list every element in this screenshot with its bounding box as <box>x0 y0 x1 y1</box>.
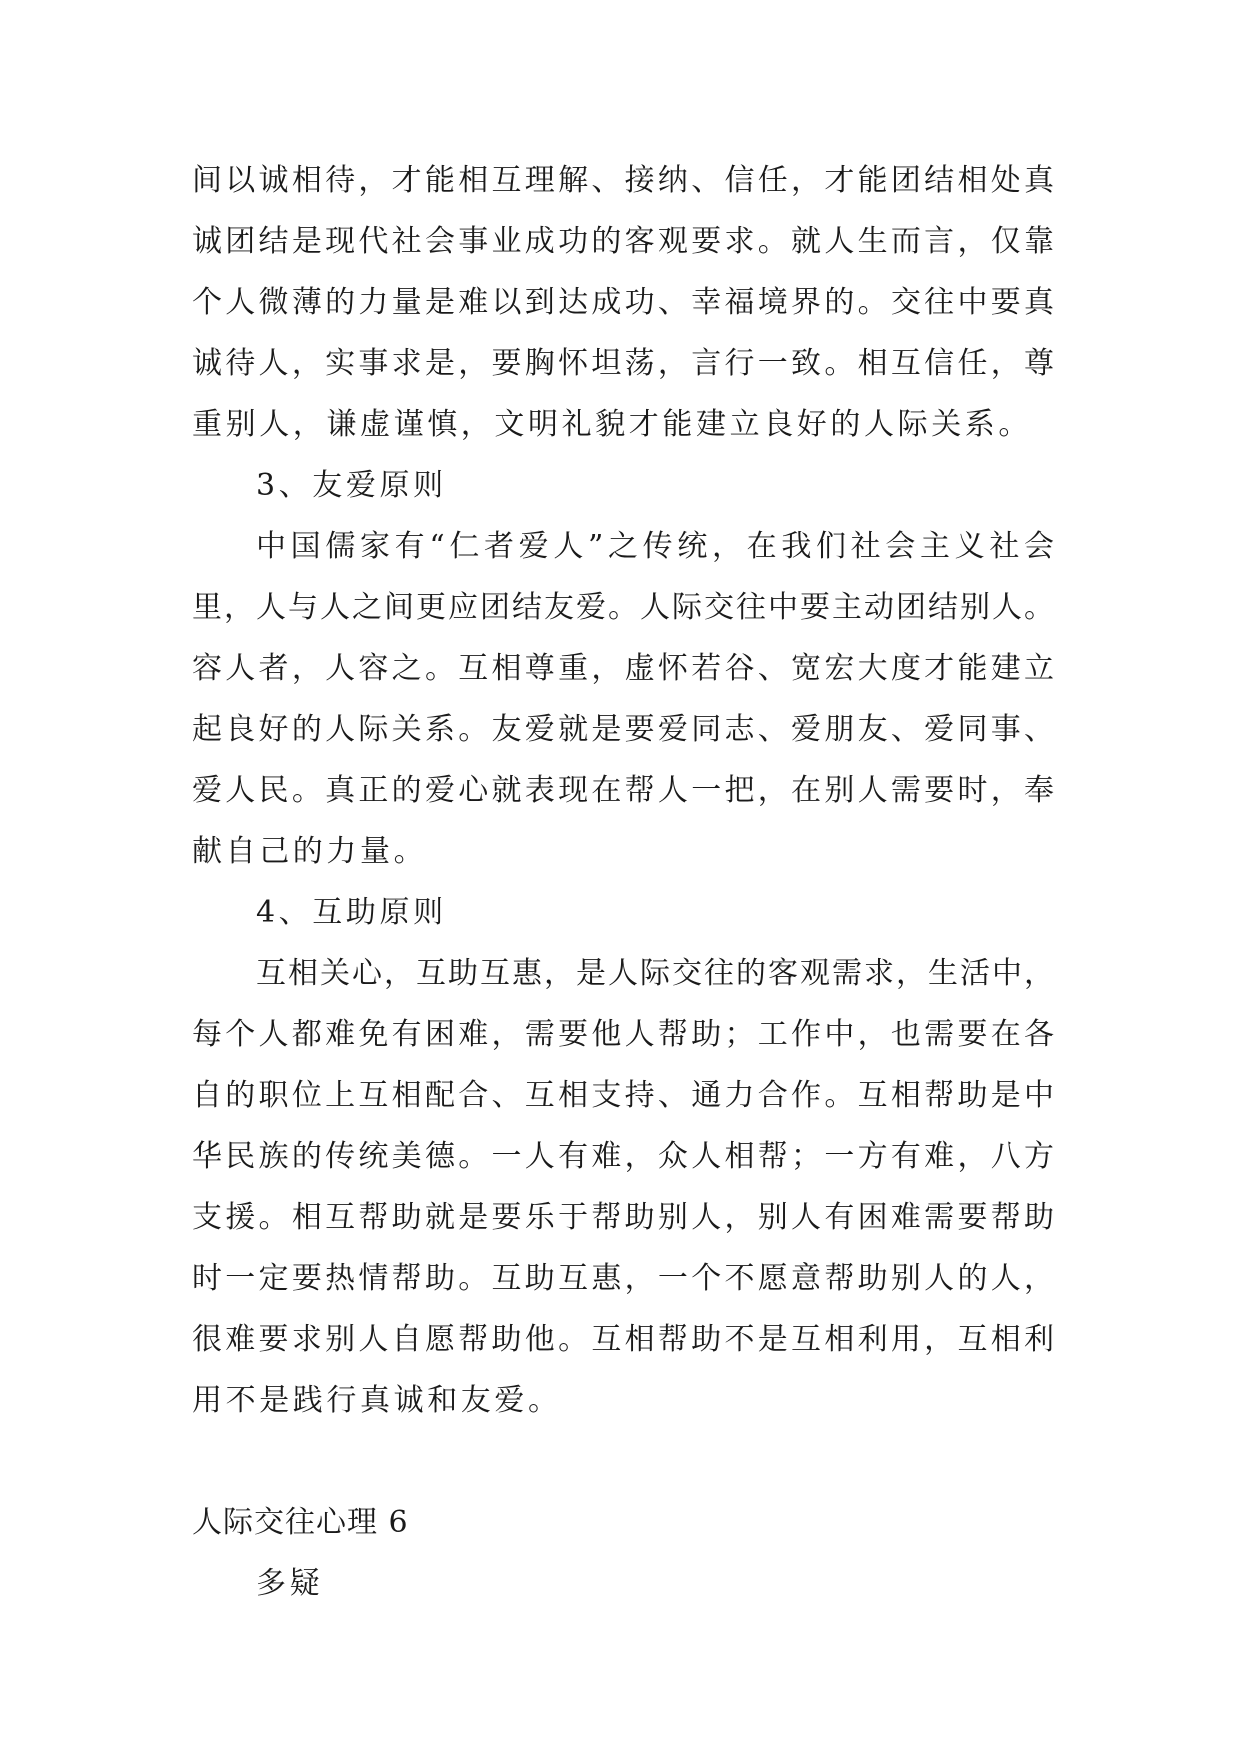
text-line: 里，人与人之间更应团结友爱。人际交往中要主动团结别人。 <box>192 590 1054 625</box>
text-line: 间以诚相待，才能相互理解、接纳、信任，才能团结相处真 <box>192 163 1054 198</box>
text-line: 很难要求别人自愿帮助他。互相帮助不是互相利用，互相利 <box>192 1322 1054 1357</box>
text-line: 华民族的传统美德。一人有难，众人相帮；一方有难，八方 <box>192 1139 1054 1174</box>
text-line: 时一定要热情帮助。互助互惠，一个不愿意帮助别人的人， <box>192 1261 1054 1296</box>
text-line: 自的职位上互相配合、互相支持、通力合作。互相帮助是中 <box>192 1078 1054 1113</box>
mutual-aid-paragraph <box>192 943 1054 1431</box>
subheading: 多疑 <box>256 1566 324 1601</box>
continuation-paragraph <box>192 150 1054 455</box>
document-page <box>192 150 1054 1614</box>
text-line: 每个人都难免有困难，需要他人帮助；工作中，也需要在各 <box>192 1017 1054 1052</box>
article-title: 人际交往心理 6 <box>192 1505 409 1540</box>
text-line: 献自己的力量。 <box>192 834 428 869</box>
text-line: 互相关心，互助互惠，是人际交往的客观需求，生活中， <box>256 956 1054 991</box>
text-line: 个人微薄的力量是难以到达成功、幸福境界的。交往中要真 <box>192 285 1054 320</box>
text-line: 中国儒家有“仁者爱人”之传统，在我们社会主义社会 <box>256 529 1054 564</box>
text-line: 容人者，人容之。互相尊重，虚怀若谷、宽宏大度才能建立 <box>192 651 1054 686</box>
text-line: 起良好的人际关系。友爱就是要爱同志、爱朋友、爱同事、 <box>192 712 1054 747</box>
text-line: 重别人，谦虚谨慎，文明礼貌才能建立良好的人际关系。 <box>192 407 1032 442</box>
text-line: 诚待人，实事求是，要胸怀坦荡，言行一致。相互信任，尊 <box>192 346 1054 381</box>
text-line: 支援。相互帮助就是要乐于帮助别人，别人有困难需要帮助 <box>192 1200 1054 1235</box>
text-line: 爱人民。真正的爱心就表现在帮人一把，在别人需要时，奉 <box>192 773 1054 808</box>
section-heading-friendship: 3、友爱原则 <box>256 468 447 503</box>
text-line: 诚团结是现代社会事业成功的客观要求。就人生而言，仅靠 <box>192 224 1054 259</box>
text-line: 用不是践行真诚和友爱。 <box>192 1383 562 1418</box>
section-heading-mutual-aid: 4、互助原则 <box>256 895 447 930</box>
friendship-paragraph <box>192 516 1054 882</box>
